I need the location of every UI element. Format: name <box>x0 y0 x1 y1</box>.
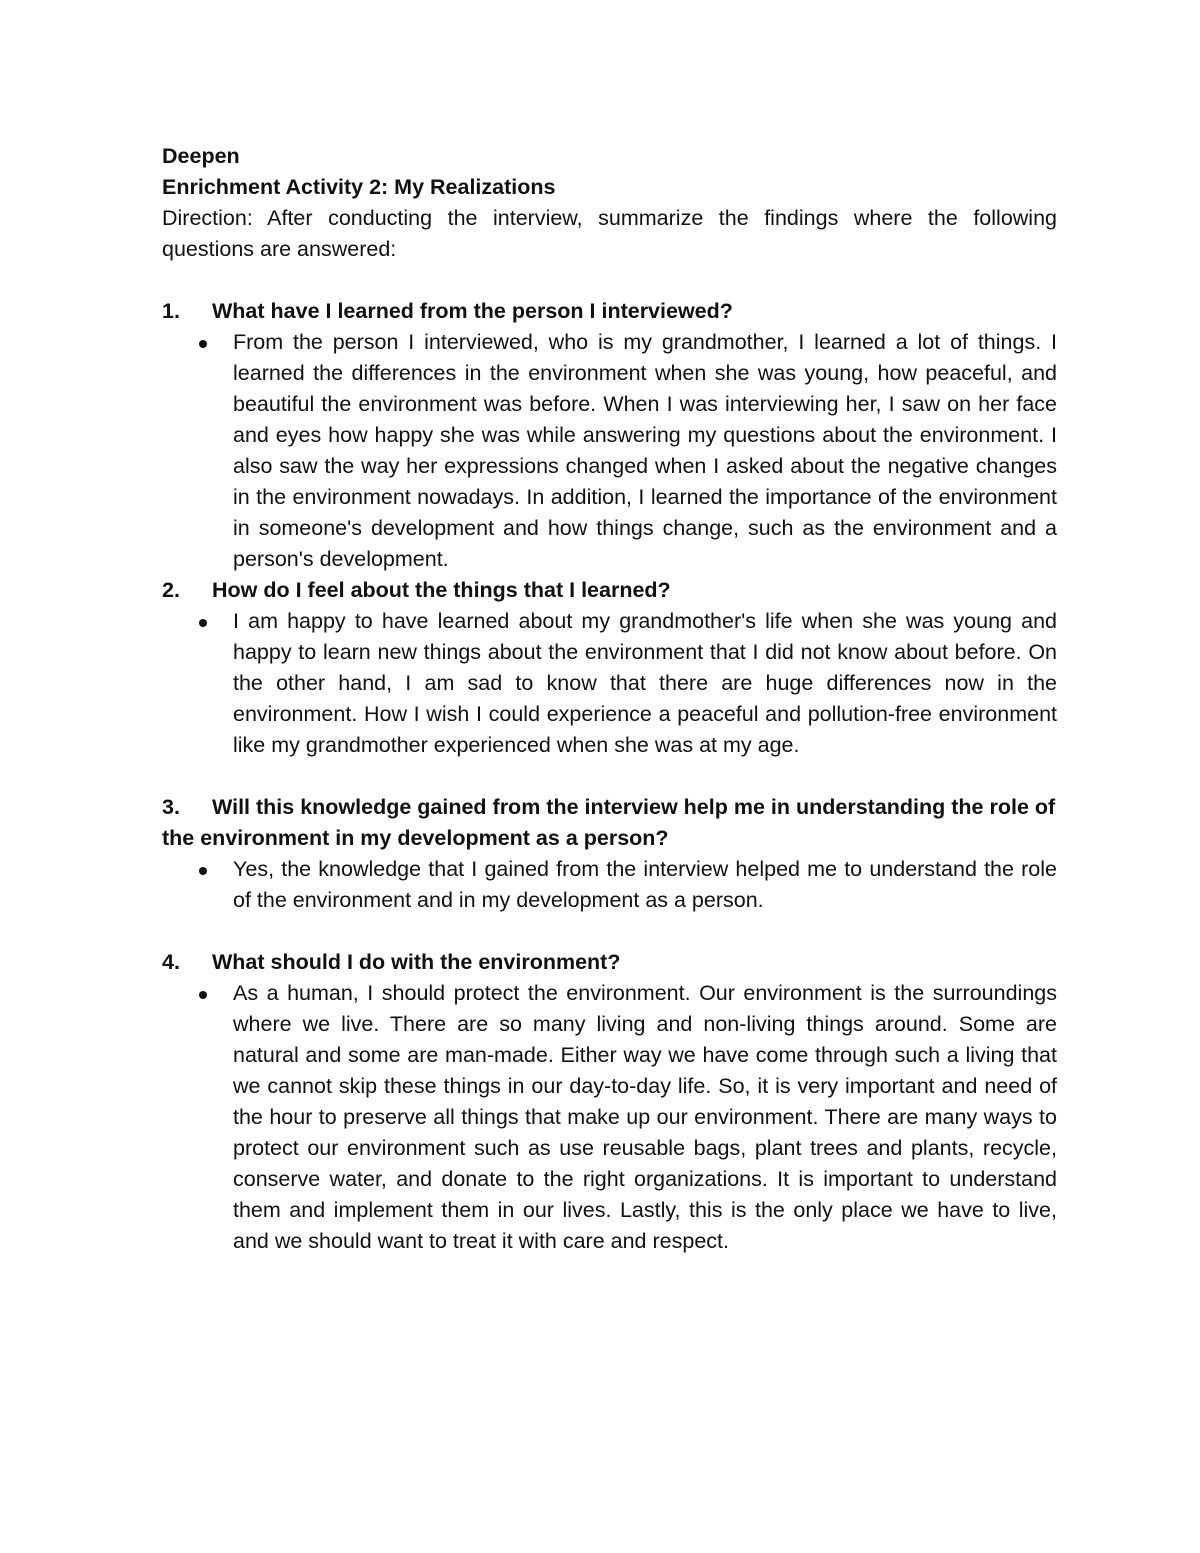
answer-text: As a human, I should protect the environment. Our environment is the surroundings where we live. There are so many living and non-living things around. Some are natural and some are man-made. Either way we have come through such a living that we cannot skip these things in our day-to-day life. So, it is very important and need of the hour to preserve all things that make up our environment. There are many ways to protect our environment such as use reusable bags, plant trees and plants, recycle, conserve water, and donate to the right organizations. It is important to understand them and implement them in our lives. Lastly, this is the only place we have to live, and we should want to treat it with care and respect. <box>233 981 1057 1253</box>
bullet-icon <box>199 991 207 999</box>
question-number: 1. <box>162 299 180 323</box>
question-4 <box>162 947 1057 978</box>
question-3 <box>162 792 1057 854</box>
bullet-icon <box>199 340 207 348</box>
question-number: 2. <box>162 578 180 602</box>
answer-text: I am happy to have learned about my grandmother's life when she was young and happy to learn new things about the environment that I did not know about before. On the other hand, I am sad to know that there are huge differences now in the environment. How I wish I could experience a peaceful and pollution-free environment like my grandmother experienced when she was at my age. <box>233 609 1057 757</box>
question-1 <box>162 296 1057 327</box>
question-2 <box>162 575 1057 606</box>
answer-4 <box>162 978 1057 1257</box>
activity-title: Enrichment Activity 2: My Realizations <box>162 175 556 199</box>
bullet-icon <box>199 619 207 627</box>
direction-text: Direction: After conducting the interview, summarize the findings where the following questions are answered: <box>162 206 1057 261</box>
answer-2 <box>162 606 1057 761</box>
question-text: What should I do with the environment? <box>212 950 621 974</box>
document-content <box>162 141 1057 1257</box>
question-text: How do I feel about the things that I learned? <box>212 578 671 602</box>
answer-1 <box>162 327 1057 575</box>
answer-text: Yes, the knowledge that I gained from the interview helped me to understand the role of the environment and in my development as a person. <box>233 857 1057 912</box>
bullet-icon <box>199 867 207 875</box>
question-number: 3. <box>162 795 180 819</box>
document-title: Deepen <box>162 144 240 168</box>
answer-3 <box>162 854 1057 916</box>
answer-text: From the person I interviewed, who is my grandmother, I learned a lot of things. I learned the differences in the environment when she was young, how peaceful, and beautiful the environment was before. When I was interviewing her, I saw on her face and eyes how happy she was while answering my questions about the environment. I also saw the way her expressions changed when I asked about the negative changes in the environment nowadays. In addition, I learned the importance of the environment in someone's development and how things change, such as the environment and a person's development. <box>233 330 1057 571</box>
question-number: 4. <box>162 950 180 974</box>
question-text: Will this knowledge gained from the interview help me in understanding the role of the environment in my development as a person? <box>162 795 1056 850</box>
question-text: What have I learned from the person I interviewed? <box>212 299 733 323</box>
